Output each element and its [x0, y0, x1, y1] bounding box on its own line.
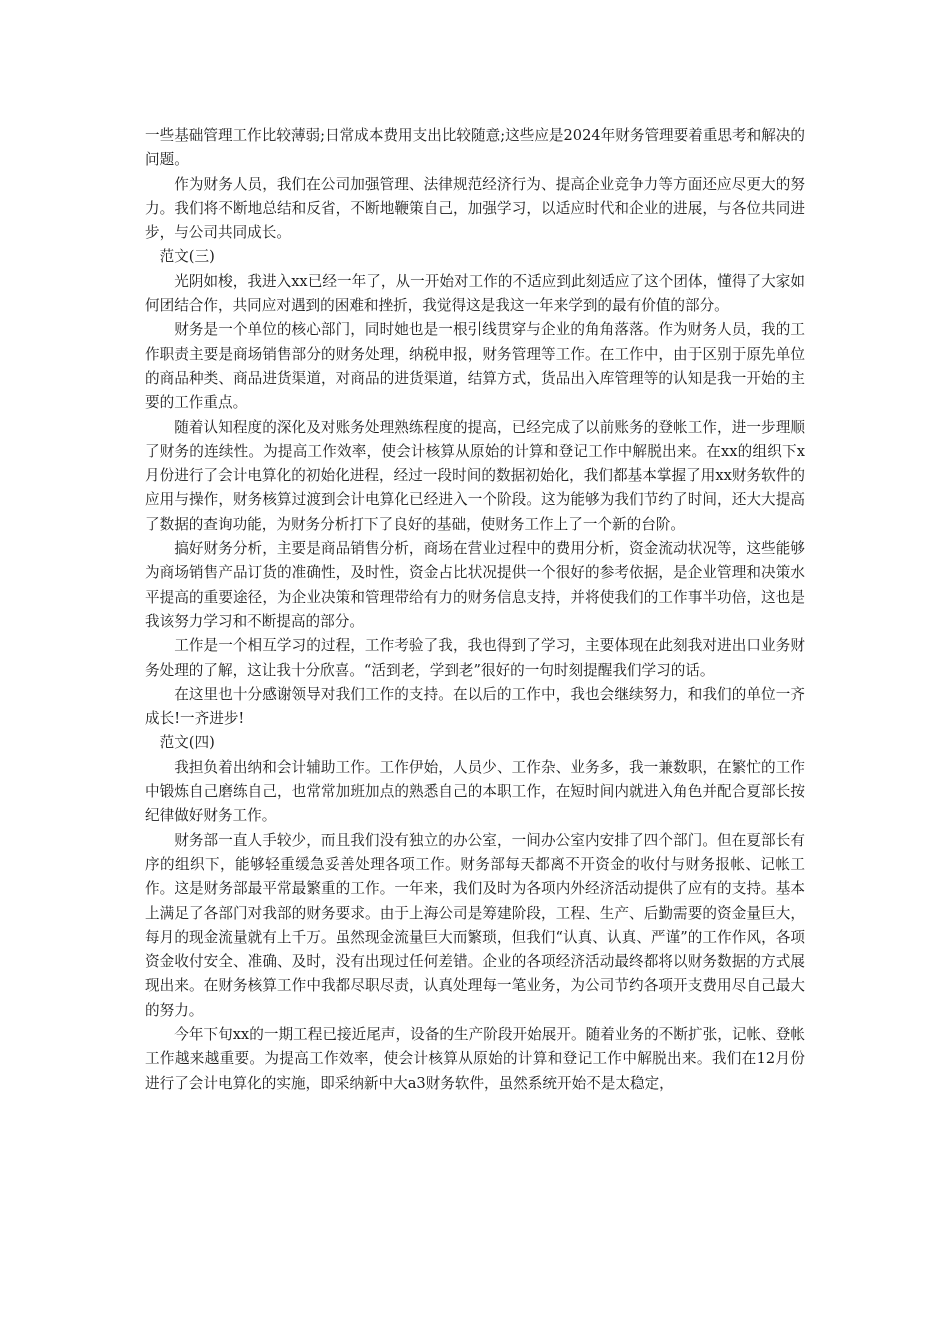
- paragraph: 财务是一个单位的核心部门，同时她也是一根引线贯穿与企业的角角落落。作为财务人员，我的工作职责主要是商场销售部分的财务处理，纳税申报，财务管理等工作。在工作中，由于区别于原先单位的商品种类、商品进货渠道，对商品的进货渠道，结算方式，货品出入库管理等的认知是我一开始的主要的工作重点。: [145, 321, 805, 412]
- paragraph: 财务部一直人手较少，而且我们没有独立的办公室，一间办公室内安排了四个部门。但在夏部长有序的组织下，能够轻重缓急妥善处理各项工作。财务部每天都离不开资金的收付与财务报帐、记帐工作。这是财务部最平常最繁重的工作。一年来，我们及时为各项内外经济活动提供了应有的支持。基本上满足了各部门对我部的财务要求。由于上海公司是筹建阶段，工程、生产、后勤需要的资金量巨大，每月的现金流量就有上千万。虽然现金流量巨大而繁琐，但我们“认真、认真、严谨”的工作作风，各项资金收付安全、准确、及时，没有出现过任何差错。企业的各项经济活动最终都将以财务数据的方式展现出来。在财务核算工作中我都尽职尽责，认真处理每一笔业务，为公司节约各项开支费用尽自己最大的努力。: [145, 831, 805, 1019]
- paragraph: 随着认知程度的深化及对账务处理熟练程度的提高，已经完成了以前账务的登帐工作，进一步理顺了财务的连续性。为提高工作效率，使会计核算从原始的计算和登记工作中解脱出来。在xx的组织下x月份进行了会计电算化的初始化进程，经过一段时间的数据初始化，我们都基本掌握了用xx财务软件的应用与操作，财务核算过渡到会计电算化已经进入一个阶段。这为能够为我们节约了时间，还大大提高了数据的查询功能，为财务分析打下了良好的基础，使财务工作上了一个新的台阶。: [145, 418, 805, 533]
- section-heading: 范文(三): [159, 248, 215, 266]
- paragraph: 工作是一个相互学习的过程，工作考验了我，我也得到了学习，主要体现在此刻我对进出口业务财务处理的了解，这让我十分欣喜。“活到老，学到老”很好的一句时刻提醒我们学习的话。: [145, 637, 805, 679]
- document-body: [145, 124, 805, 1096]
- section-heading: 范文(四): [159, 734, 215, 752]
- paragraph: 搞好财务分析，主要是商品销售分析，商场在营业过程中的费用分析，资金流动状况等，这些能够为商场销售产品订货的准确性，及时性，资金占比状况提供一个很好的参考依据，是企业管理和决策水平提高的重要途径，为企业决策和管理带给有力的财务信息支持，并将使我们的工作事半功倍，这也是我该努力学习和不断提高的部分。: [145, 540, 805, 630]
- paragraph: 光阴如梭，我进入xx已经一年了，从一开始对工作的不适应到此刻适应了这个团体，懂得了大家如何团结合作，共同应对遇到的困难和挫折，我觉得这是我这一年来学到的最有价值的部分。: [145, 272, 805, 315]
- paragraph: 作为财务人员，我们在公司加强管理、法律规范经济行为、提高企业竞争力等方面还应尽更大的努力。我们将不断地总结和反省，不断地鞭策自己，加强学习，以适应时代和企业的进展，与各位共同进步，与公司共同成长。: [145, 175, 805, 242]
- paragraph: 我担负着出纳和会计辅助工作。工作伊始，人员少、工作杂、业务多，我一兼数职，在繁忙的工作中锻炼自己磨练自己，也常常加班加点的熟悉自己的本职工作，在短时间内就进入角色并配合夏部长按纪律做好财务工作。: [145, 758, 805, 825]
- paragraph: 今年下旬xx的一期工程已接近尾声，设备的生产阶段开始展开。随着业务的不断扩张，记帐、登帐工作越来越重要。为提高工作效率，使会计核算从原始的计算和登记工作中解脱出来。我们在12月份进行了会计电算化的实施，即采纳新中大a3财务软件，虽然系统开始不是太稳定，: [145, 1025, 805, 1092]
- paragraph: 一些基础管理工作比较薄弱;日常成本费用支出比较随意;这些应是2024年财务管理要着重思考和解决的问题。: [145, 127, 805, 169]
- paragraph: 在这里也十分感谢领导对我们工作的支持。在以后的工作中，我也会继续努力，和我们的单位一齐成长!一齐进步!: [145, 685, 805, 728]
